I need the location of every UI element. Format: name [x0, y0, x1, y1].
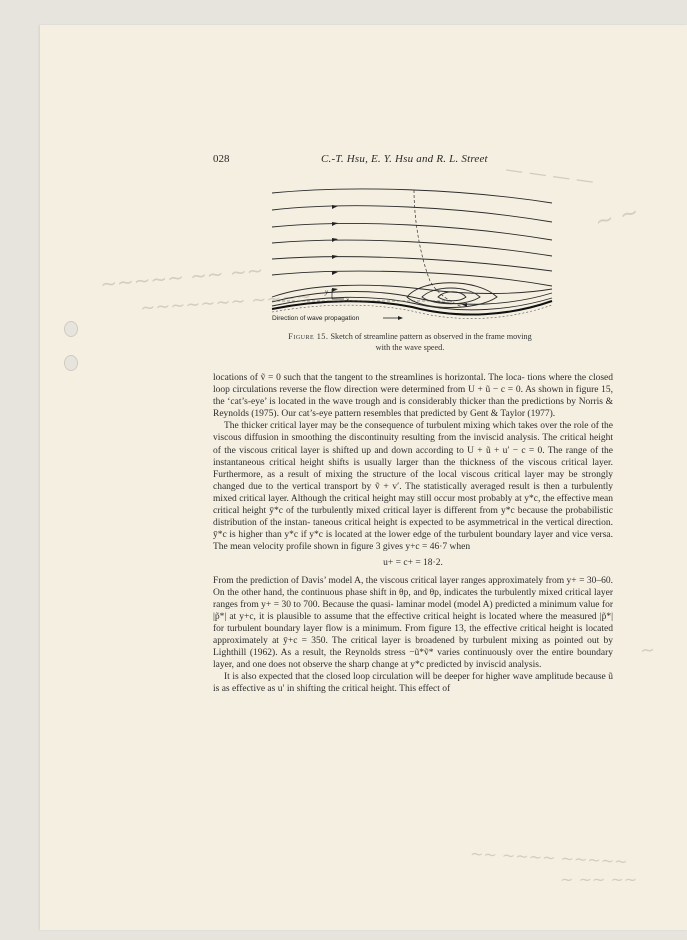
figure-caption — [240, 332, 580, 353]
axis-label-y: y — [325, 288, 329, 296]
punch-hole — [64, 355, 78, 371]
bleed-through-mark: ~~~~~ ~~ ~~ — [99, 257, 265, 297]
running-head — [213, 153, 613, 169]
streamline-figure — [262, 185, 562, 325]
body-text — [213, 372, 613, 695]
cats-eye-outer — [272, 285, 552, 297]
caption-label: Figure 15. — [288, 332, 329, 341]
bleed-through-mark: ~ ~~ ~~ — [560, 870, 638, 889]
paragraph: It is also expected that the closed loop circulation will be deeper for higher wave amplitude because ũ is as effective as u′ in shifting the critical height. This effect of — [213, 672, 614, 695]
bleed-through-mark: ~~ ~~~~ ~~~~~ — [469, 843, 629, 872]
streamline — [272, 257, 552, 271]
punch-hole — [64, 321, 78, 337]
paragraph: The thicker critical layer may be the consequence of turbulent mixing which takes over the role of the viscous diffusion in smoothing the discontinuity resulting from the inviscid analysis. The critical height of the viscous critical layer is shifted up and down according to U + ũ + u′ − c = 0. The range of the instantaneous critical height shifts is usually larger than the thickness of the viscous critical layer. Furthermore, as a result of mixing the structure of the local viscous critical layer may be strongly changed due to the vertical transport by ṽ + v′. The statistically averaged result is then a turbulently mixed critical layer. Although the critical height may still occur most probably at y*c, the effective mean critical height ȳ*c of the turbulently mixed critical layer is different from y*c because the probabilistic distribution of the instan- taneous critical height is expected to be asymmetrical in the vertical direction. ȳ*c is higher than y*c if y*c is located at the lower edge of the turbulent boundary layer and vice versa. The mean velocity profile shown in figure 3 gives y+c = 46·7 when — [213, 421, 614, 553]
streamline — [272, 223, 552, 240]
bleed-through-mark: ~~~~~~~ ~~~~ — [139, 286, 313, 319]
paragraph: locations of ṽ = 0 such that the tangent to the streamlines is horizontal. The loca- tions where the closed loop circulations reverse the flow direction were determined from U + ũ − c = 0. As shown in figure 15, the ‘cat’s-eye’ is located in the wave trough and is considerably thicker than the predictions by Norris & Reynolds (1975). Our cat’s-eye pattern resembles that predicted by Gent & Taylor (1977). — [213, 373, 614, 420]
equation: u+ = c+ = 18·2. — [383, 558, 443, 569]
bleed-through-mark: ~ ~ — [592, 199, 642, 236]
caption-text-line1: Sketch of streamline pattern as observed in the frame moving — [330, 332, 532, 341]
page-number: 028 — [213, 153, 230, 165]
axis-label-x: x — [346, 296, 350, 304]
streamline — [272, 206, 552, 222]
figure-label: Direction of wave propagation — [272, 315, 360, 322]
bleed-through-mark: ~ — [639, 639, 656, 662]
paragraph: From the prediction of Davis’ model A, the viscous critical layer ranges approximately from y+ = 30–60. On the other hand, the continuous phase shift in θp, and θp, indicates the turbulently mixed critical layer ranges from y+ = 30 to 700. Because the quasi- laminar model (model A) predicted a minimum value for |p̃*| at y+c, it is plausible to assume that the effective critical height is located where the measured |p̃*| for turbulent boundary layer flow is a minimum. From figure 13, the effective critical height is located approximately at ȳ+c = 350. The critical layer is broadened by turbulent mixing as pointed out by Lighthill (1962). As a result, the Reynolds stress −ũ*ṽ* varies continuously over the entire boundary layer, and one does not observe the sharp change at y*c predicted by inviscid analysis. — [213, 575, 614, 671]
caption-text-line2: with the wave speed. — [375, 342, 445, 352]
authors-header: C.-T. Hsu, E. Y. Hsu and R. L. Street — [321, 153, 488, 165]
streamline — [272, 271, 552, 286]
bleed-through-mark: — — — — — [503, 158, 596, 193]
streamline — [272, 240, 552, 256]
streamline — [272, 189, 552, 203]
